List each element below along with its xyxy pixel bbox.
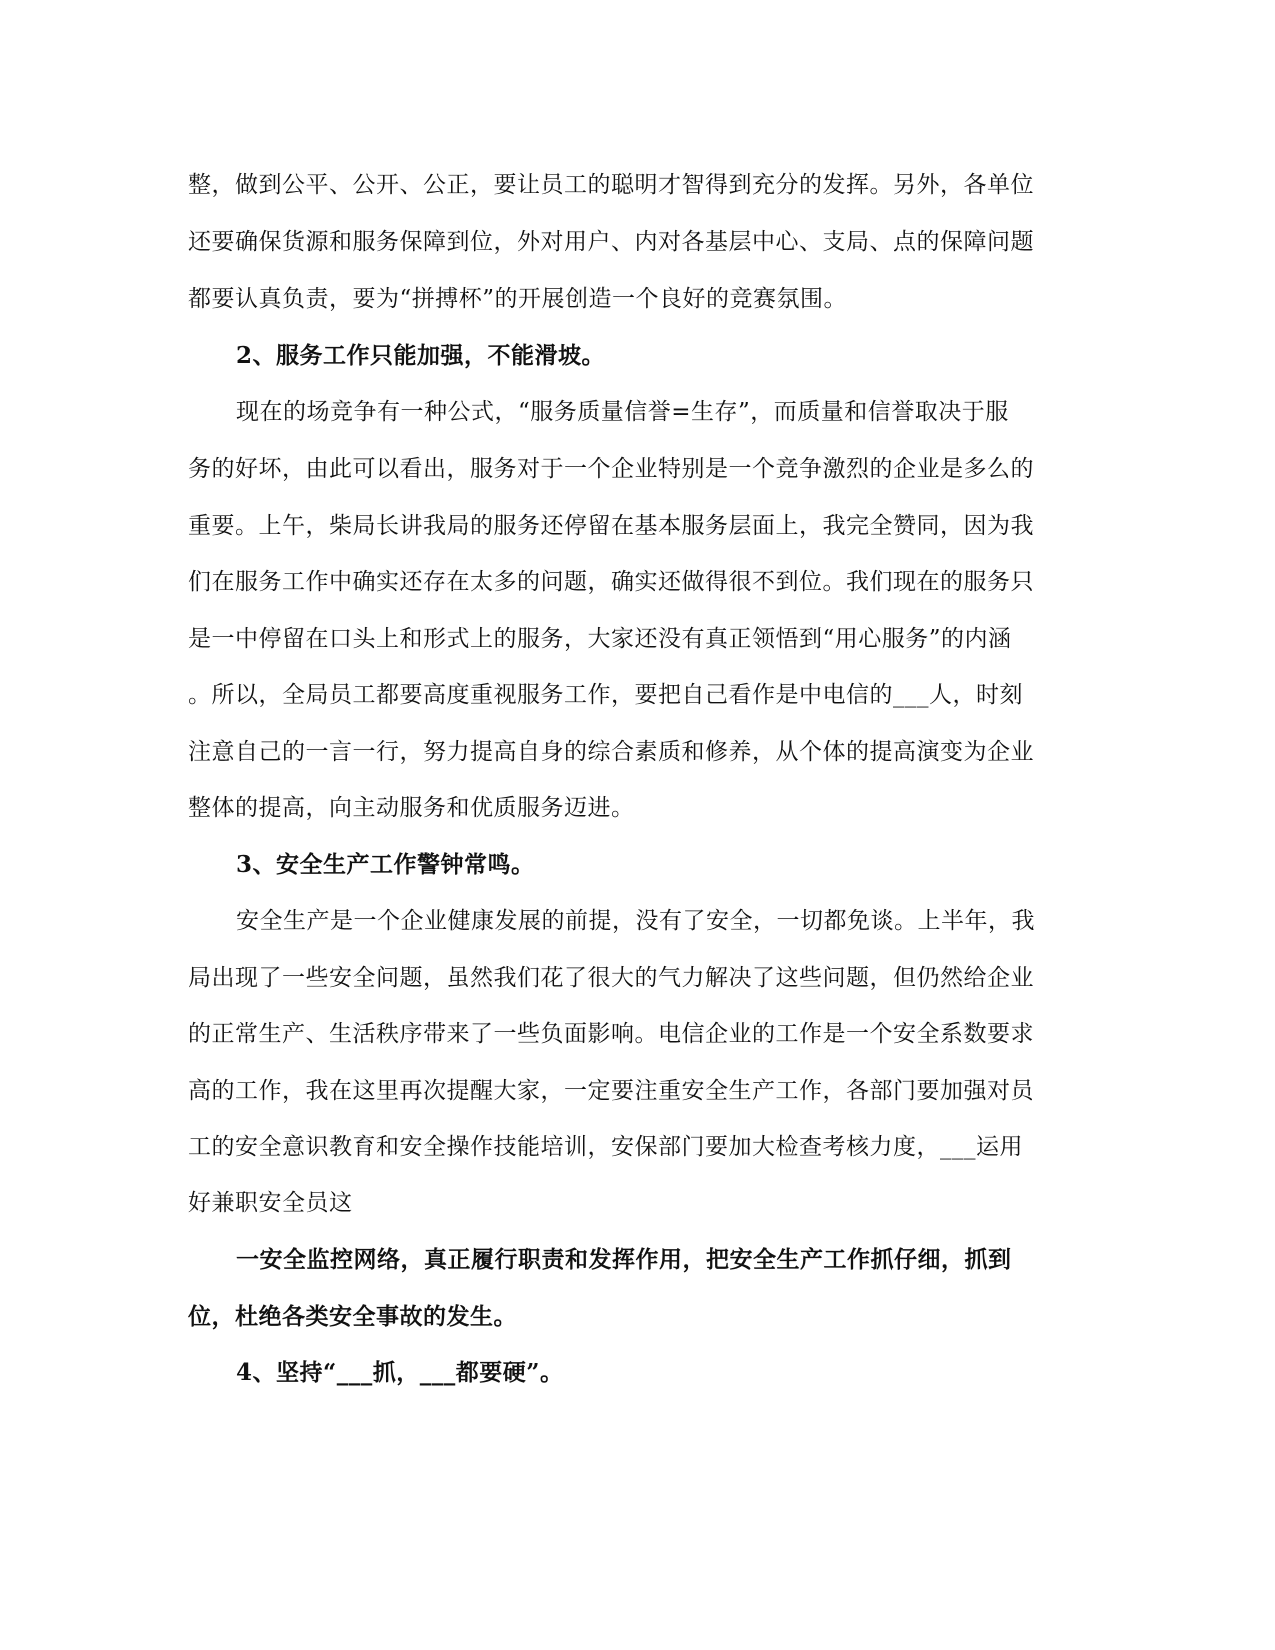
body-line: 重要。上午，柴局长讲我局的服务还停留在基本服务层面上，我完全赞同，因为我: [188, 513, 1034, 539]
body-line: 的正常生产、生活秩序带来了一些负面影响。电信企业的工作是一个安全系数要求: [188, 1021, 1034, 1047]
body-line: 现在的场竞争有一种公式，“服务质量信誉=生存”，而质量和信誉取决于服: [236, 399, 1009, 425]
body-line: 整体的提高，向主动服务和优质服务迈进。: [188, 795, 635, 821]
body-line: 是一中停留在口头上和形式上的服务，大家还没有真正领悟到“用心服务”的内涵: [188, 626, 1012, 652]
body-line: 。所以，全局员工都要高度重视服务工作，要把自己看作是中电信的___人，时刻: [188, 682, 1023, 708]
section-heading-3: 3、安全生产工作警钟常鸣。: [236, 851, 535, 878]
body-line: 好兼职安全员这: [188, 1190, 353, 1216]
body-line: 工的安全意识教育和安全操作技能培训，安保部门要加大检查考核力度，___运用: [188, 1134, 1023, 1160]
body-line: 还要确保货源和服务保障到位，外对用户、内对各基层中心、支局、点的保障问题: [188, 229, 1034, 255]
body-line-bold: 一安全监控网络，真正履行职责和发挥作用，把安全生产工作抓仔细，抓到: [236, 1246, 1012, 1273]
section-heading-4: 4、坚持“___抓，___都要硬”。: [236, 1359, 564, 1386]
body-line: 安全生产是一个企业健康发展的前提，没有了安全，一切都免谈。上半年，我: [236, 908, 1035, 934]
body-line: 注意自己的一言一行，努力提高自身的综合素质和修养，从个体的提高演变为企业: [188, 739, 1034, 765]
body-line-bold: 位，杜绝各类安全事故的发生。: [188, 1303, 517, 1330]
body-line: 务的好坏，由此可以看出，服务对于一个企业特别是一个竞争激烈的企业是多么的: [188, 456, 1034, 482]
body-line: 们在服务工作中确实还存在太多的问题，确实还做得很不到位。我们现在的服务只: [188, 569, 1034, 595]
body-line: 高的工作，我在这里再次提醒大家，一定要注重安全生产工作，各部门要加强对员: [188, 1078, 1034, 1104]
body-line: 都要认真负责，要为“拼搏杯”的开展创造一个良好的竞赛氛围。: [188, 286, 848, 312]
body-line: 局出现了一些安全问题，虽然我们花了很大的气力解决了这些问题，但仍然给企业: [188, 965, 1034, 991]
section-heading-2: 2、服务工作只能加强，不能滑坡。: [236, 342, 606, 369]
body-line: 整，做到公平、公开、公正，要让员工的聪明才智得到充分的发挥。另外，各单位: [188, 172, 1034, 198]
